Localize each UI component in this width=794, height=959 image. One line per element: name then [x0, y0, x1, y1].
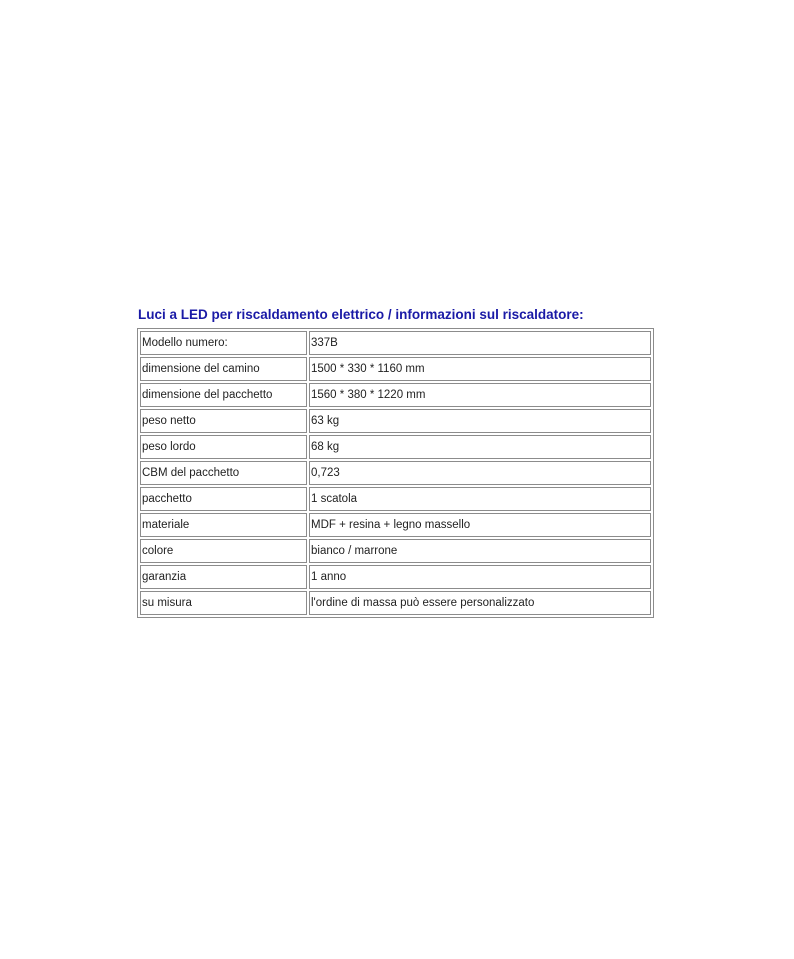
table-row — [140, 357, 651, 381]
row-value: l'ordine di massa può essere personalizzato — [309, 591, 651, 615]
table-row — [140, 383, 651, 407]
table-row — [140, 487, 651, 511]
row-value: 1 scatola — [309, 487, 651, 511]
row-label: dimensione del pacchetto — [140, 383, 307, 407]
row-label: Modello numero: — [140, 331, 307, 355]
row-value: 1560 * 380 * 1220 mm — [309, 383, 651, 407]
row-label: garanzia — [140, 565, 307, 589]
row-value: bianco / marrone — [309, 539, 651, 563]
row-value: 68 kg — [309, 435, 651, 459]
row-label: materiale — [140, 513, 307, 537]
row-value: 63 kg — [309, 409, 651, 433]
table-row — [140, 409, 651, 433]
table-row — [140, 591, 651, 615]
product-info-section — [137, 306, 654, 618]
specs-table — [137, 328, 654, 618]
table-row — [140, 565, 651, 589]
table-row — [140, 461, 651, 485]
row-value: MDF + resina + legno massello — [309, 513, 651, 537]
section-title: Luci a LED per riscaldamento elettrico / informazioni sul riscaldatore: — [138, 307, 584, 322]
row-value: 0,723 — [309, 461, 651, 485]
row-label: CBM del pacchetto — [140, 461, 307, 485]
table-row — [140, 435, 651, 459]
row-label: dimensione del camino — [140, 357, 307, 381]
row-label: peso netto — [140, 409, 307, 433]
table-row — [140, 513, 651, 537]
row-value: 337B — [309, 331, 651, 355]
row-value: 1 anno — [309, 565, 651, 589]
table-row — [140, 539, 651, 563]
table-row — [140, 331, 651, 355]
row-label: su misura — [140, 591, 307, 615]
row-label: pacchetto — [140, 487, 307, 511]
row-label: peso lordo — [140, 435, 307, 459]
row-label: colore — [140, 539, 307, 563]
row-value: 1500 * 330 * 1160 mm — [309, 357, 651, 381]
